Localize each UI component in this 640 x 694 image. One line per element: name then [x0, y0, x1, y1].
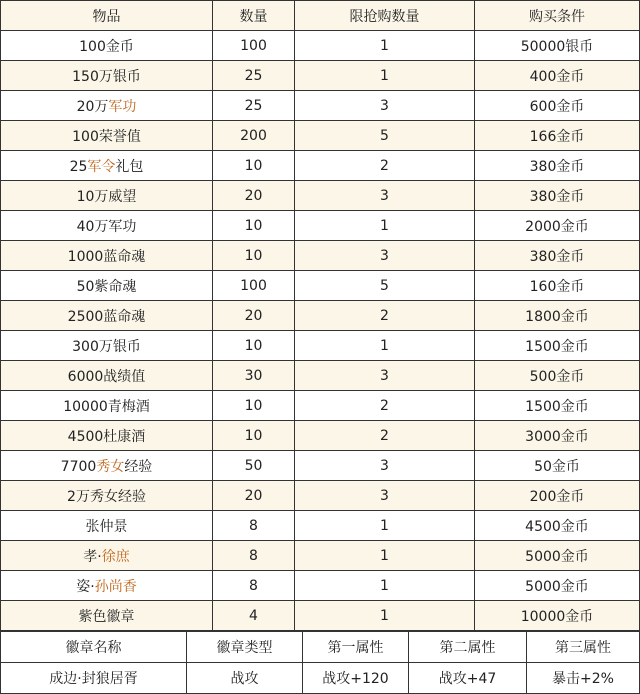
second-attribute-cell: 战攻+47	[409, 663, 527, 694]
table-row	[1, 241, 640, 271]
purchase-condition-cell: 1500金币	[475, 391, 640, 421]
badge-type-cell: 战攻	[187, 663, 303, 694]
table-row	[1, 541, 640, 571]
item-cell	[1, 421, 213, 451]
table-row	[1, 421, 640, 451]
item-cell	[1, 601, 213, 631]
purchase-condition-cell: 380金币	[475, 181, 640, 211]
quantity-cell: 25	[213, 91, 295, 121]
purchase-condition-cell: 1800金币	[475, 301, 640, 331]
purchase-condition-cell: 400金币	[475, 61, 640, 91]
quantity-cell: 10	[213, 241, 295, 271]
item-name-text: 300万银币	[72, 338, 141, 355]
table-row	[1, 601, 640, 631]
purchase-condition-cell: 200金币	[475, 481, 640, 511]
header-purchase-condition: 购买条件	[475, 1, 640, 31]
item-name-text: 7700	[60, 458, 97, 475]
header-quantity: 数量	[213, 1, 295, 31]
table-row	[1, 571, 640, 601]
item-cell	[1, 61, 213, 91]
item-name-highlight: 军功	[108, 98, 137, 115]
item-cell	[1, 481, 213, 511]
purchase-condition-cell: 4500金币	[475, 511, 640, 541]
table-row	[1, 481, 640, 511]
table-row	[1, 271, 640, 301]
item-name-text: 2500蓝命魂	[67, 308, 146, 325]
purchase-limit-cell: 1	[295, 571, 475, 601]
purchase-limit-cell: 1	[295, 541, 475, 571]
quantity-cell: 20	[213, 181, 295, 211]
header-badge-type: 徽章类型	[187, 632, 303, 663]
purchase-limit-cell: 1	[295, 511, 475, 541]
quantity-cell: 10	[213, 391, 295, 421]
purchase-condition-cell: 50000银币	[475, 31, 640, 61]
item-cell	[1, 331, 213, 361]
purchase-condition-cell: 166金币	[475, 121, 640, 151]
purchase-limit-cell: 3	[295, 451, 475, 481]
third-attribute-cell: 暴击+2%	[527, 663, 640, 694]
purchase-condition-cell: 160金币	[475, 271, 640, 301]
header-item: 物品	[1, 1, 213, 31]
item-name-text: 紫色徽章	[78, 608, 135, 625]
item-name-text: 张仲景	[85, 518, 128, 535]
item-name-text: 礼包	[115, 158, 144, 175]
badge-row	[1, 663, 640, 694]
item-name-highlight: 孙尚香	[94, 578, 137, 595]
item-name-text: 姿·	[76, 578, 95, 595]
quantity-cell: 20	[213, 481, 295, 511]
quantity-cell: 100	[213, 271, 295, 301]
purchase-limit-cell: 1	[295, 331, 475, 361]
item-cell	[1, 541, 213, 571]
quantity-cell: 25	[213, 61, 295, 91]
item-cell	[1, 301, 213, 331]
table-row	[1, 451, 640, 481]
quantity-cell: 30	[213, 361, 295, 391]
quantity-cell: 8	[213, 511, 295, 541]
item-cell	[1, 31, 213, 61]
quantity-cell: 4	[213, 601, 295, 631]
purchase-condition-cell: 5000金币	[475, 571, 640, 601]
purchase-limit-cell: 3	[295, 481, 475, 511]
quantity-cell: 200	[213, 121, 295, 151]
item-name-text: 20万	[76, 98, 109, 115]
item-cell	[1, 181, 213, 211]
header-second-attribute: 第二属性	[409, 632, 527, 663]
header-third-attribute: 第三属性	[527, 632, 640, 663]
purchase-condition-cell: 380金币	[475, 151, 640, 181]
purchase-condition-cell: 500金币	[475, 361, 640, 391]
item-name-text: 40万军功	[76, 218, 137, 235]
purchase-limit-cell: 2	[295, 301, 475, 331]
item-name-text: 150万银币	[72, 68, 141, 85]
item-cell	[1, 241, 213, 271]
purchase-limit-cell: 5	[295, 121, 475, 151]
item-name-highlight: 军令	[87, 158, 116, 175]
item-name-text: 10万威望	[76, 188, 137, 205]
purchase-condition-cell: 2000金币	[475, 211, 640, 241]
quantity-cell: 8	[213, 571, 295, 601]
table-row	[1, 151, 640, 181]
purchase-limit-cell: 3	[295, 181, 475, 211]
table-row	[1, 31, 640, 61]
item-cell	[1, 361, 213, 391]
quantity-cell: 10	[213, 151, 295, 181]
shop-header-row	[1, 1, 640, 31]
item-name-text: 100荣誉值	[72, 128, 141, 145]
item-cell	[1, 121, 213, 151]
item-name-text: 6000战绩值	[67, 368, 146, 385]
badge-name-cell: 成边·封狼居胥	[1, 663, 187, 694]
item-cell	[1, 151, 213, 181]
header-first-attribute: 第一属性	[303, 632, 409, 663]
table-row	[1, 181, 640, 211]
purchase-limit-cell: 2	[295, 151, 475, 181]
item-name-highlight: 秀女	[96, 458, 125, 475]
first-attribute-cell: 战攻+120	[303, 663, 409, 694]
purchase-condition-cell: 10000金币	[475, 601, 640, 631]
purchase-condition-cell: 50金币	[475, 451, 640, 481]
item-name-text: 1000蓝命魂	[67, 248, 146, 265]
purchase-limit-cell: 1	[295, 31, 475, 61]
table-row	[1, 91, 640, 121]
shop-table-body	[1, 1, 640, 631]
quantity-cell: 100	[213, 31, 295, 61]
badge-table	[0, 631, 640, 694]
item-cell	[1, 451, 213, 481]
purchase-condition-cell: 1500金币	[475, 331, 640, 361]
quantity-cell: 8	[213, 541, 295, 571]
table-row	[1, 301, 640, 331]
header-badge-name: 徽章名称	[1, 632, 187, 663]
header-purchase-limit: 限抢购数量	[295, 1, 475, 31]
item-cell	[1, 271, 213, 301]
item-name-text: 100金币	[79, 38, 134, 55]
item-name-text: 孝·	[83, 548, 102, 565]
table-row	[1, 511, 640, 541]
purchase-limit-cell: 3	[295, 361, 475, 391]
purchase-condition-cell: 5000金币	[475, 541, 640, 571]
table-row	[1, 61, 640, 91]
purchase-condition-cell: 3000金币	[475, 421, 640, 451]
quantity-cell: 20	[213, 301, 295, 331]
table-row	[1, 211, 640, 241]
item-name-text: 4500杜康酒	[67, 428, 146, 445]
badge-table-body	[1, 632, 640, 694]
purchase-limit-cell: 3	[295, 91, 475, 121]
item-cell	[1, 571, 213, 601]
purchase-limit-cell: 1	[295, 601, 475, 631]
quantity-cell: 10	[213, 211, 295, 241]
item-name-highlight: 徐庶	[101, 548, 130, 565]
purchase-limit-cell: 5	[295, 271, 475, 301]
table-row	[1, 121, 640, 151]
purchase-limit-cell: 1	[295, 211, 475, 241]
purchase-limit-cell: 3	[295, 241, 475, 271]
quantity-cell: 50	[213, 451, 295, 481]
table-row	[1, 391, 640, 421]
quantity-cell: 10	[213, 421, 295, 451]
purchase-limit-cell: 1	[295, 61, 475, 91]
item-name-text: 25	[69, 158, 88, 175]
item-cell	[1, 211, 213, 241]
purchase-condition-cell: 380金币	[475, 241, 640, 271]
item-name-text: 2万秀女经验	[67, 488, 146, 505]
item-cell	[1, 391, 213, 421]
item-name-text: 50紫命魂	[76, 278, 137, 295]
table-row	[1, 361, 640, 391]
item-cell	[1, 511, 213, 541]
badge-header-row	[1, 632, 640, 663]
purchase-condition-cell: 600金币	[475, 91, 640, 121]
purchase-limit-cell: 2	[295, 421, 475, 451]
table-row	[1, 331, 640, 361]
item-name-text: 经验	[124, 458, 153, 475]
item-cell	[1, 91, 213, 121]
item-name-text: 10000青梅酒	[63, 398, 150, 415]
purchase-limit-cell: 2	[295, 391, 475, 421]
quantity-cell: 10	[213, 331, 295, 361]
